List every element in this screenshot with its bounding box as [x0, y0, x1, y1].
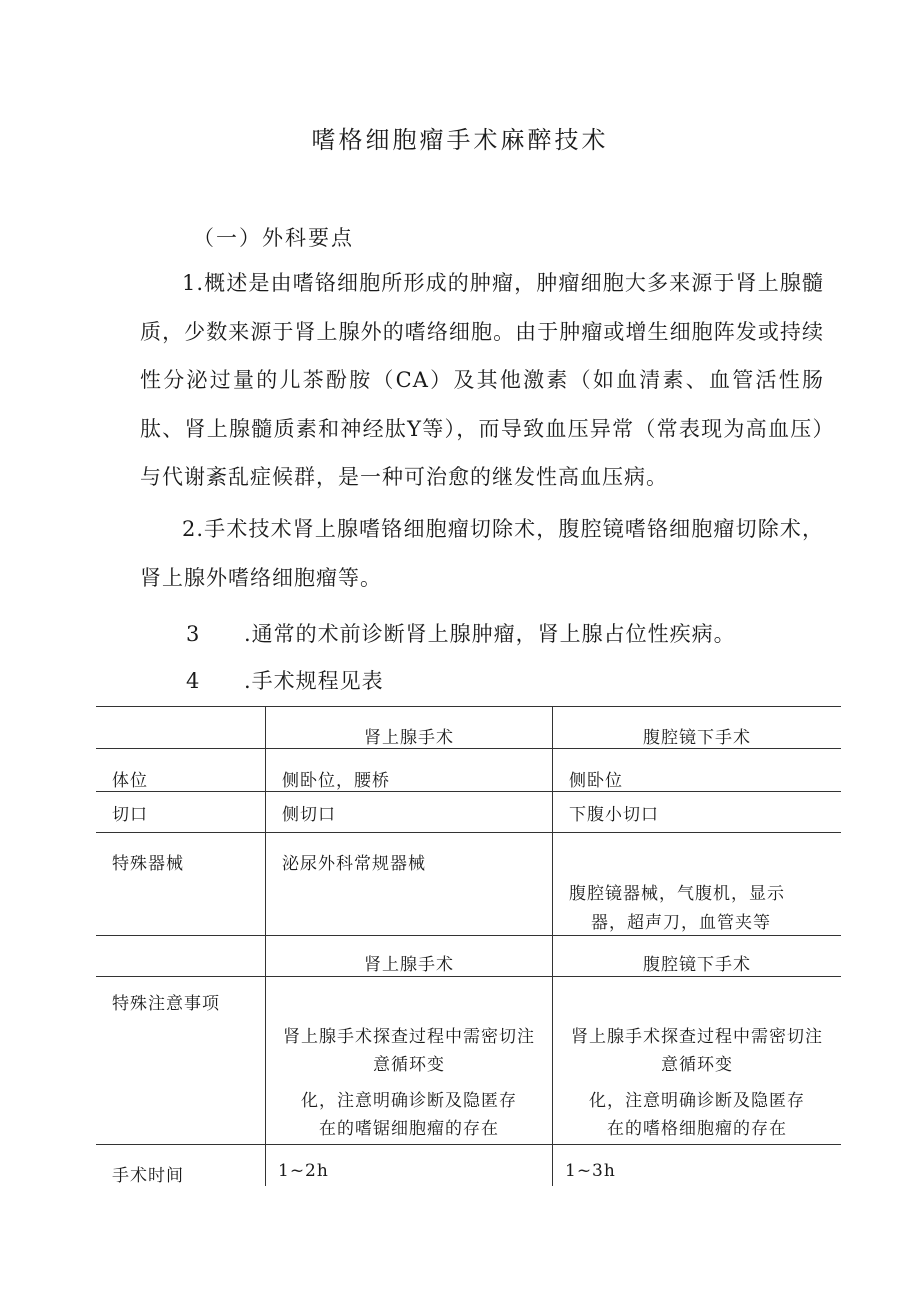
table-row	[96, 977, 841, 1145]
table-subheader-row	[96, 936, 841, 977]
subheader-laparoscopic-surgery: 腹腔镜下手术	[553, 936, 842, 977]
item-3-number: 3	[186, 622, 201, 646]
table-row	[96, 833, 841, 936]
subheader-adrenal-surgery: 肾上腺手术	[266, 936, 553, 977]
table-row	[96, 1145, 841, 1187]
cell-notes-adrenal: 肾上腺手术探查过程中需密切注 意循环变 化，注意明确诊断及隐匿存 在的嗜锯细胞瘤的存在	[266, 977, 553, 1145]
table-header-row	[96, 707, 841, 749]
document-title: 嗜格细胞瘤手术麻醉技术	[311, 126, 609, 154]
row-label-special-instruments: 特殊器械	[96, 833, 266, 936]
cell-position-adrenal: 侧卧位，腰桥	[266, 749, 553, 792]
cell-time-laparoscopic: 1~3h	[553, 1145, 842, 1187]
row-label-position: 体位	[96, 749, 266, 792]
paragraph-overview: 1.概述是由嗜铬细胞所形成的肿瘤，肿瘤细胞大多来源于肾上腺髓质，少数来源于肾上腺外的嗜络细胞。由于肿瘤或增生细胞阵发或持续性分泌过量的儿茶酚胺（CA）及其他激素（如血清素、血管活性肠肽、肾上腺髓质素和神经肽Y等），而导致血压异常（常表现为高血压）与代谢紊乱症候群，是一种可治愈的继发性高血压病。	[140, 271, 824, 489]
cell-incision-adrenal: 侧切口	[266, 792, 553, 833]
cell-time-adrenal: 1~2h	[266, 1145, 553, 1187]
section-heading: （一）外科要点	[193, 226, 354, 250]
cell-instruments-adrenal: 泌尿外科常规器械	[266, 833, 553, 936]
table-row	[96, 792, 841, 833]
header-empty-cell	[96, 707, 266, 749]
cell-instruments-laparoscopic: 腹腔镜器械，气腹机，显示 器，超声刀，血管夹等	[553, 833, 842, 936]
row-label-surgery-time: 手术时间	[96, 1145, 266, 1187]
header-laparoscopic-surgery: 腹腔镜下手术	[553, 707, 842, 749]
procedure-table	[96, 706, 841, 1186]
row-label-special-notes: 特殊注意事项	[96, 977, 266, 1145]
row-label-incision: 切口	[96, 792, 266, 833]
item-3	[186, 618, 736, 648]
table-row	[96, 749, 841, 792]
item-4-text: .手术规程见表	[244, 669, 384, 693]
item-4	[186, 665, 384, 695]
item-4-number: 4	[186, 669, 201, 693]
subheader-empty-cell	[96, 936, 266, 977]
paragraph-surgical-technique: 2.手术技术肾上腺嗜铬细胞瘤切除术，腹腔镜嗜铬细胞瘤切除术，肾上腺外嗜络细胞瘤等。	[140, 517, 824, 590]
cell-notes-laparoscopic: 肾上腺手术探查过程中需密切注 意循环变 化，注意明确诊断及隐匿存 在的嗜格细胞瘤的存在	[553, 977, 842, 1145]
item-3-text: .通常的术前诊断肾上腺肿瘤，肾上腺占位性疾病。	[244, 622, 736, 646]
cell-position-laparoscopic: 侧卧位	[553, 749, 842, 792]
cell-incision-laparoscopic: 下腹小切口	[553, 792, 842, 833]
header-adrenal-surgery: 肾上腺手术	[266, 707, 553, 749]
